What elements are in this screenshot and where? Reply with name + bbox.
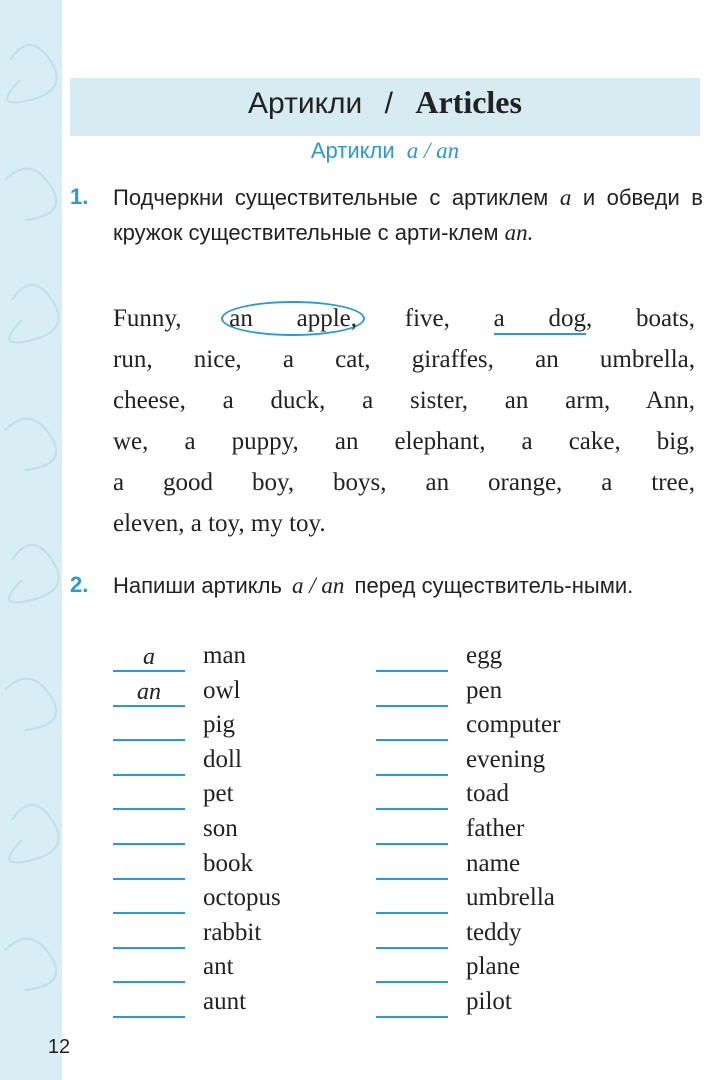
exercise-1-word-list <box>113 298 695 544</box>
noun-label: son <box>203 814 238 842</box>
noun-label: pig <box>203 711 235 739</box>
noun-label: ant <box>203 953 234 981</box>
exercise-2-instruction <box>113 568 703 603</box>
article-blank[interactable] <box>113 886 185 914</box>
noun-label: evening <box>466 745 546 773</box>
word-line: we, a puppy, an elephant, a cake, big, <box>113 428 695 455</box>
noun-label: owl <box>203 676 241 704</box>
word-line <box>113 298 695 339</box>
article-blank[interactable] <box>113 817 185 845</box>
exercise-1-number: 1. <box>70 184 89 209</box>
word-line: run, nice, a cat, giraffes, an umbrella, <box>113 346 695 373</box>
ex2-instruction-part1: Напиши артикль <box>113 573 282 598</box>
page-number: 12 <box>47 1036 71 1058</box>
swirl-pattern-icon <box>0 0 62 1080</box>
ex1-instruction-an: an. <box>504 220 534 245</box>
word-text: , boats, <box>585 305 695 332</box>
noun-label: book <box>203 849 253 877</box>
noun-label: egg <box>466 642 503 669</box>
exercise-1-instruction <box>113 180 703 250</box>
noun-label: pet <box>203 780 234 808</box>
noun-label: rabbit <box>203 918 262 946</box>
exercise-2-number: 2. <box>70 572 89 597</box>
article-blank[interactable] <box>113 713 185 741</box>
article-blank[interactable] <box>376 955 448 983</box>
article-blank[interactable] <box>376 990 448 1018</box>
section-subtitle <box>70 138 700 164</box>
subtitle-ru: Артикли <box>310 138 395 163</box>
noun-label: pilot <box>466 987 512 1015</box>
word-line: a good boy, boys, an orange, a tree, <box>113 469 695 496</box>
article-blank[interactable] <box>376 852 448 880</box>
ex2-instruction-articles: a / an <box>292 573 345 598</box>
article-blank[interactable] <box>113 748 185 776</box>
ex2-instruction-part2: перед существитель-ными. <box>354 573 634 598</box>
noun-label: plane <box>466 953 521 981</box>
noun-label: computer <box>466 711 561 739</box>
article-blank[interactable] <box>113 955 185 983</box>
title-separator: / <box>384 87 393 120</box>
article-blank[interactable] <box>113 782 185 810</box>
underlined-word: a dog <box>494 305 586 335</box>
article-blank[interactable] <box>113 921 185 949</box>
word-text: Funny, <box>113 305 226 332</box>
article-blank[interactable] <box>376 748 448 776</box>
noun-label: name <box>466 849 521 877</box>
article-blank[interactable] <box>376 817 448 845</box>
article-blank[interactable] <box>376 886 448 914</box>
ex1-instruction-part1: Подчеркни существительные с артиклем <box>113 185 549 210</box>
article-blank[interactable] <box>376 713 448 741</box>
circled-word: an apple, <box>221 301 365 336</box>
noun-label: doll <box>203 745 242 773</box>
article-blank[interactable] <box>376 782 448 810</box>
article-blank[interactable] <box>376 921 448 949</box>
noun-label: teddy <box>466 918 522 946</box>
noun-label: pen <box>466 676 503 704</box>
page-title <box>70 84 700 121</box>
article-blank[interactable] <box>376 644 448 672</box>
ex1-instruction-part2: и обведи в кружок существительные с арти-клем <box>113 185 703 245</box>
article-blank[interactable] <box>113 852 185 880</box>
article-blank[interactable] <box>376 679 448 707</box>
article-blank[interactable] <box>113 990 185 1018</box>
ex1-instruction-a: a <box>559 185 572 210</box>
article-blank[interactable]: a <box>113 644 185 672</box>
article-blank[interactable]: an <box>113 679 185 707</box>
decorative-margin <box>0 0 62 1080</box>
word-text: five, <box>361 305 494 332</box>
noun-label: man <box>203 642 247 669</box>
noun-label: aunt <box>203 987 247 1015</box>
noun-label: father <box>466 814 525 842</box>
word-line: eleven, a toy, my toy. <box>113 510 326 537</box>
title-en: Articles <box>415 84 522 120</box>
noun-label: toad <box>466 780 510 808</box>
word-line: cheese, a duck, a sister, an arm, Ann, <box>113 387 695 414</box>
noun-label: octopus <box>203 884 281 912</box>
noun-label: umbrella <box>466 884 555 912</box>
title-ru: Артикли <box>248 87 363 120</box>
subtitle-articles: a / an <box>406 138 460 163</box>
